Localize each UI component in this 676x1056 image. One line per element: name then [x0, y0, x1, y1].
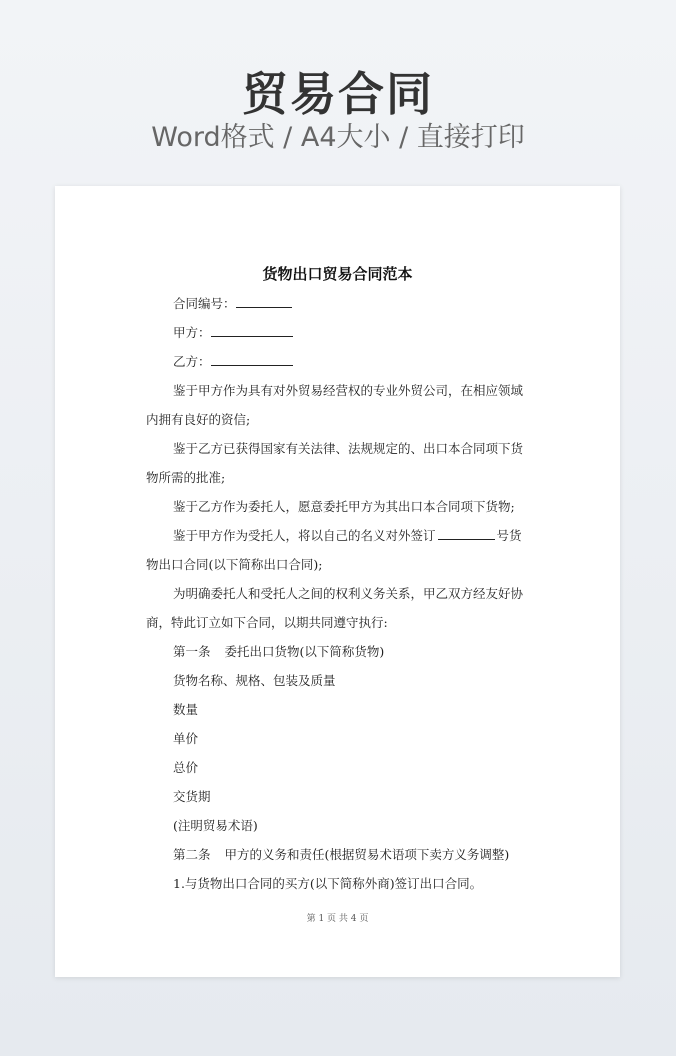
paragraph-1-line-2: 内拥有良好的资信;: [146, 412, 251, 427]
banner-title: 贸易合同: [242, 67, 434, 121]
article-2-number: 第二条: [173, 847, 211, 862]
trade-terms-note: (注明贸易术语): [173, 818, 258, 833]
delivery-date-line: 交货期: [173, 789, 211, 804]
party-a-label: 甲方：: [173, 325, 211, 340]
document-page: [55, 186, 620, 977]
party-b-line: [146, 347, 529, 376]
party-b-blank: [211, 350, 293, 366]
paragraph-1-line-1: 鉴于甲方作为具有对外贸易经营权的专业外贸公司，在相应领域: [173, 383, 524, 398]
article-1-number: 第一条: [173, 644, 211, 659]
paragraph-4-line-1: [146, 521, 529, 550]
article-1-title: 委托出口货物(以下简称货物): [224, 644, 385, 659]
total-price-line: 总价: [173, 760, 199, 775]
contract-number-line: [146, 289, 529, 318]
paragraph-2-line-2: 物所需的批准;: [146, 470, 226, 485]
paragraph-5-line-1: 为明确委托人和受托人之间的权利义务关系，甲乙双方经友好协: [173, 586, 524, 601]
paragraph-4-text-before: 鉴于甲方作为受托人，将以自己的名义对外签订: [173, 528, 436, 543]
party-b-label: 乙方：: [173, 354, 211, 369]
paragraph-4-line-2: 物出口合同(以下简称出口合同);: [146, 557, 323, 572]
contract-number-blank: [236, 292, 292, 308]
goods-name-line: 货物名称、规格、包装及质量: [173, 673, 336, 688]
party-a-blank: [211, 321, 293, 337]
party-a-line: [146, 318, 529, 347]
article-1-heading: [146, 637, 529, 666]
quantity-line: 数量: [173, 702, 199, 717]
page-number-footer: 第 1 页 共 4 页: [306, 914, 369, 924]
unit-price-line: 单价: [173, 731, 199, 746]
contract-number-label: 合同编号：: [173, 296, 236, 311]
paragraph-4-text-after: 号货: [496, 528, 522, 543]
article-2-heading: [146, 840, 529, 869]
article-2-item-1: 1.与货物出口合同的买方(以下简称外商)签订出口合同。: [173, 876, 483, 891]
document-title: 货物出口贸易合同范本: [262, 265, 413, 283]
paragraph-2-line-1: 鉴于乙方已获得国家有关法律、法规规定的、出口本合同项下货: [173, 441, 524, 456]
contract-name-blank: [438, 524, 495, 540]
paragraph-5-line-2: 商，特此订立如下合同，以期共同遵守执行:: [146, 615, 388, 630]
document-body: [146, 289, 529, 898]
article-2-title: 甲方的义务和责任(根据贸易术语项下卖方义务调整): [224, 847, 510, 862]
banner-subtitle: Word格式 / A4大小 / 直接打印: [151, 122, 525, 153]
paragraph-3: 鉴于乙方作为委托人，愿意委托甲方为其出口本合同项下货物;: [173, 499, 515, 514]
